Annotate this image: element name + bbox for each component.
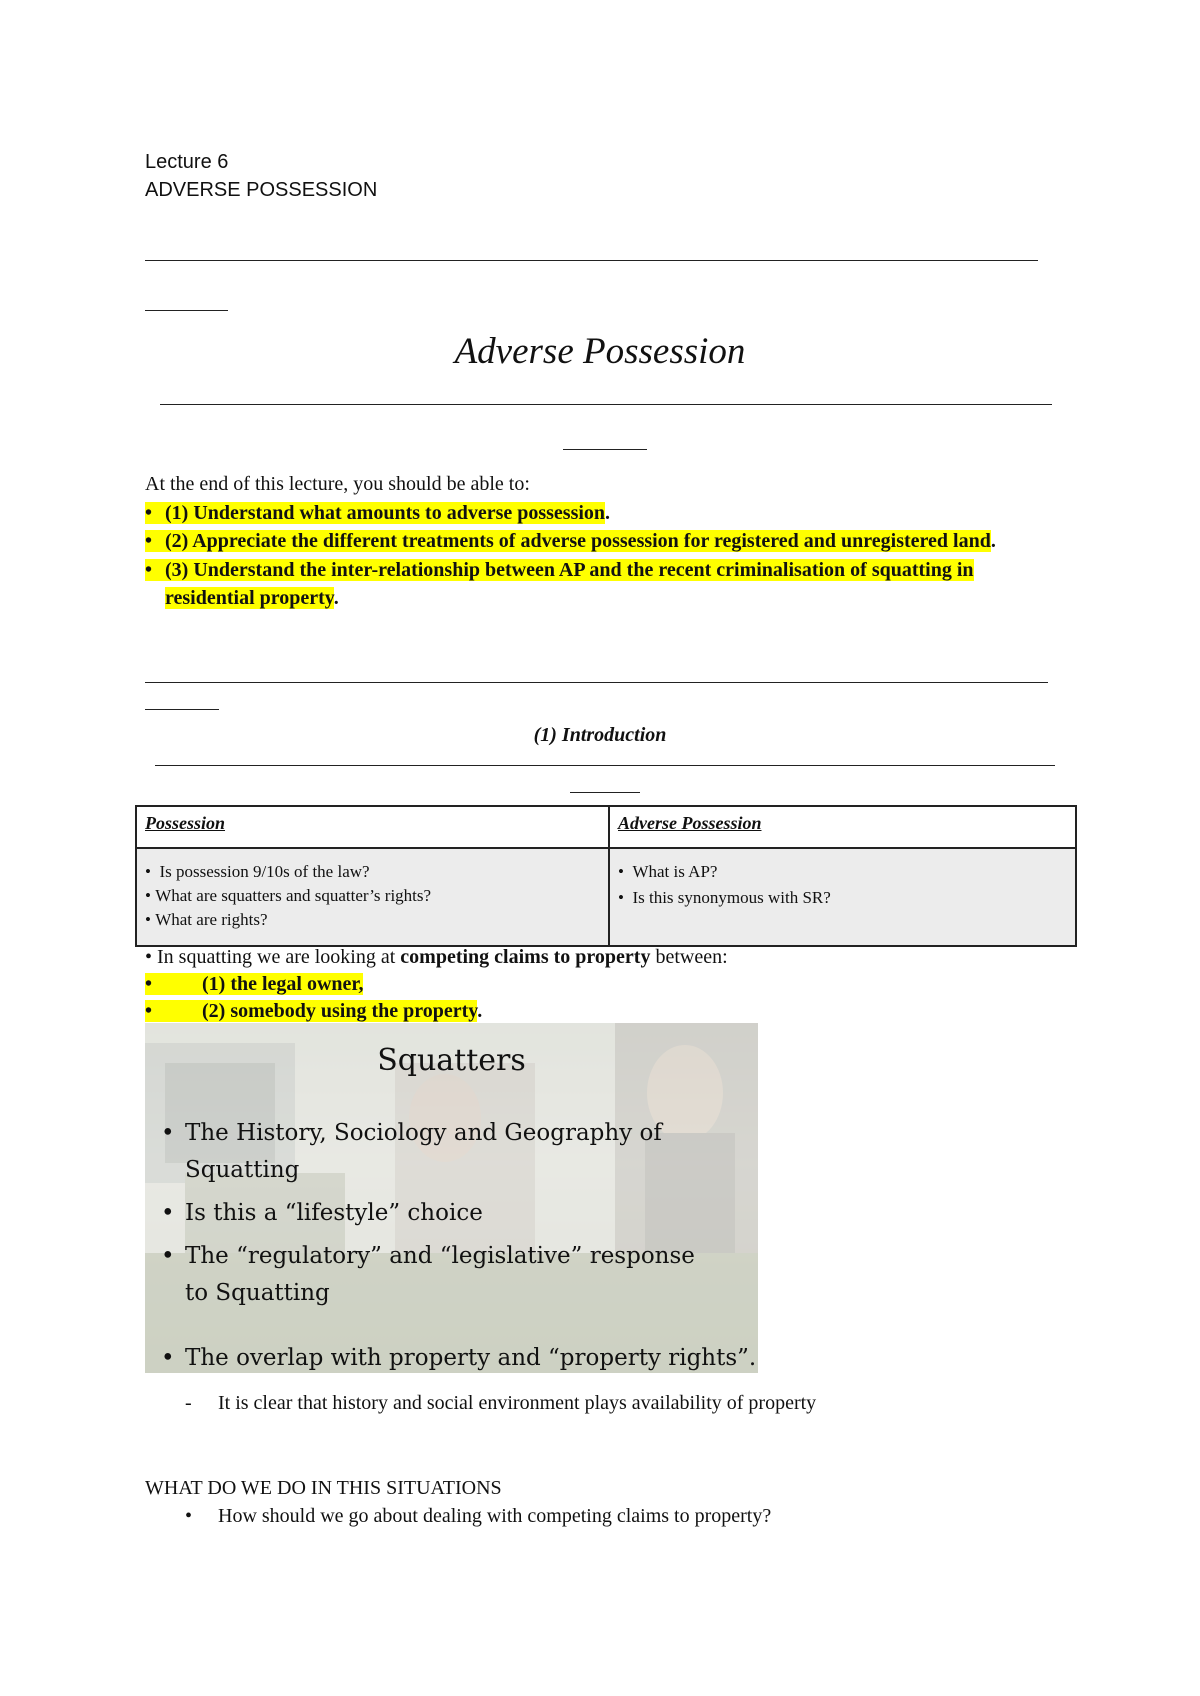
list-item: • What is AP? [618,862,718,881]
lecture-number: Lecture 6 [145,151,229,173]
learning-objectives [145,470,1045,613]
slide-bullet: • Is this a “lifestyle” choice [155,1195,758,1232]
list-item: • How should we go about dealing with competing claims to property? [185,1505,772,1527]
list-item: • What are squatters and squatter’s rights? [145,886,432,905]
section-heading: WHAT DO WE DO IN THIS SITUATIONS [145,1477,502,1499]
divider-line [570,792,640,793]
table-header-adverse-possession: Adverse Possession [609,806,1076,848]
party-item: • (1) the legal owner, [145,973,364,995]
list-item: • What are rights? [145,910,268,929]
slide-bullet: • The overlap with property and “property rights”. [155,1340,758,1373]
page-title: Adverse Possession [454,331,746,372]
divider-line [145,682,1048,683]
divider-line [155,765,1055,766]
slide-bullet: • The “regulatory” and “legislative” response to Squatting [155,1238,705,1312]
document-header [145,148,377,204]
divider-line [160,404,1052,405]
squatting-intro: • In squatting we are looking at competing claims to property between: [145,946,728,968]
table-cell-possession [136,848,609,946]
comparison-table [135,805,1077,947]
objectives-intro: At the end of this lecture, you should be able to: [145,473,530,495]
objective-item: • (1) Understand what amounts to adverse possession. [145,501,611,524]
slide-bullet-list [155,1115,758,1373]
squatting-paragraph [145,944,1095,1025]
objective-item: • (3) Understand the inter-relationship between AP and the recent criminalisation of squatting in residential property. [145,558,974,609]
section-heading: (1) Introduction [533,724,667,746]
list-item: • Is possession 9/10s of the law? [145,862,370,881]
slide-image [145,1023,758,1373]
divider-line [563,449,647,450]
note-text: It is clear that history and social environment plays availability of property [218,1392,817,1414]
slide-bullet: • The History, Sociology and Geography of Squatting [155,1115,758,1189]
slide-title: Squatters [377,1043,526,1078]
divider-line [145,709,219,710]
divider-line [145,260,1038,261]
divider-line [145,310,228,311]
party-item: • (2) somebody using the property. [145,1000,483,1022]
table-cell-adverse-possession [609,848,1076,946]
objective-item: • (2) Appreciate the different treatments of adverse possession for registered and unregistered land. [145,530,996,552]
lecture-topic: ADVERSE POSSESSION [145,179,378,201]
table-header-possession: Possession [136,806,609,848]
list-item: • Is this synonymous with SR? [618,888,831,907]
note-line: - It is clear that history and social environment plays availability of property [185,1392,817,1414]
